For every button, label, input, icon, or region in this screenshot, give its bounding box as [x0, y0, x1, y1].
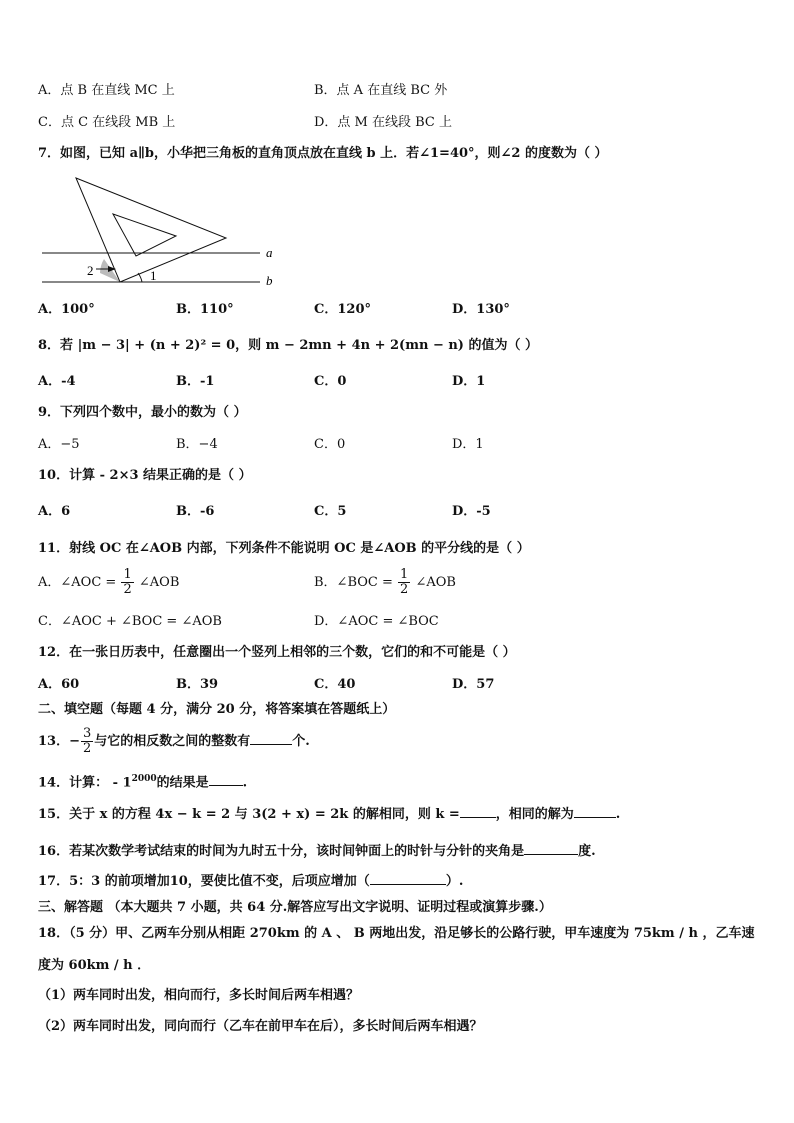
q11-option-a-rhs: ∠AOB: [138, 575, 180, 590]
q6-option-b: B．点 A 在直线 BC 外: [314, 83, 448, 98]
q7-option-c: C．120°: [314, 302, 371, 317]
q6-option-a: A．点 B 在直线 MC 上: [38, 83, 175, 98]
q8-option-b: B．-1: [176, 374, 215, 389]
q7-option-a: A．100°: [38, 302, 95, 317]
label-angle2: 2: [87, 263, 94, 278]
q11-stem: 11．射线 OC 在∠AOB 内部，下列条件不能说明 OC 是∠AOB 的平分线的是（ ）: [38, 541, 530, 556]
label-a: a: [266, 245, 273, 260]
q10-stem: 10．计算 - 2×3 结果正确的是（ ）: [38, 468, 252, 483]
q15-tail: .: [615, 807, 621, 822]
q17-prefix: 17．5：3 的前项增加10，要使比值不变，后项应增加（: [38, 874, 370, 889]
q16-tail: 度.: [578, 844, 596, 859]
q6-option-c: C．点 C 在线段 MB 上: [38, 115, 176, 130]
q13: [38, 726, 310, 758]
q18-sub1: （1）两车同时出发，相向而行，多长时间后两车相遇？: [38, 988, 360, 1003]
triangle-inner: [113, 214, 176, 256]
q16: [38, 843, 596, 861]
q11-option-d: D．∠AOC = ∠BOC: [314, 614, 439, 629]
q16-prefix: 16．若某次数学考试结束的时间为九时五十分，该时间钟面上的时针与分针的夹角是: [38, 844, 525, 859]
q11-option-b-lhs: B．∠BOC =: [314, 575, 393, 590]
q10-option-c: C．5: [314, 504, 347, 519]
q8-stem: 8．若 |m − 3| + (n + 2)² = 0，则 m − 2mn + 4n + 2(mn − n) 的值为（ ）: [38, 338, 539, 353]
q6-option-d: D．点 M 在线段 BC 上: [314, 115, 453, 130]
q14-text: 的结果是: [156, 775, 209, 791]
q12-stem: 12．在一张日历表中，任意圈出一个竖列上相邻的三个数，它们的和不可能是（ ）: [38, 645, 516, 660]
q10-option-b: B．-6: [176, 504, 215, 519]
section-2-heading: 二、填空题（每题 4 分，满分 20 分，将答案填在答题纸上）: [38, 702, 396, 717]
q14: [38, 770, 247, 792]
q14-tail: .: [242, 775, 248, 791]
section-3-heading: 三、解答题 （本大题共 7 小题，共 64 分.解答应写出文字说明、证明过程或演算步骤.）: [38, 900, 552, 915]
q18-line2: 度为 60km / h ．: [38, 958, 151, 973]
fraction-three-halves: $\frac{3}{2}$: [82, 726, 92, 756]
triangle-outer: [76, 178, 226, 282]
q15-k-blank[interactable]: [460, 817, 496, 818]
q14-prefix: 14．计算： - 1: [38, 775, 132, 791]
q11-option-c: C．∠AOC + ∠BOC = ∠AOB: [38, 614, 222, 629]
q7-stem: 7．如图，已知 a∥b，小华把三角板的直角顶点放在直线 b 上．若∠1=40°，则∠2 的度数为（ ）: [38, 146, 608, 161]
q12-option-c: C．40: [314, 677, 356, 692]
q12-option-d: D．57: [452, 677, 495, 692]
q8-option-a: A．-4: [38, 374, 76, 389]
q11-option-b-rhs: ∠AOB: [415, 575, 456, 590]
angle1-arc: [138, 273, 142, 282]
q12-option-b: B．39: [176, 677, 219, 692]
q9-option-a: A．−5: [38, 437, 80, 452]
q11-option-b: [314, 567, 456, 599]
q9-option-d: D．1: [452, 437, 484, 452]
q11-option-a-lhs: A．∠AOC =: [38, 575, 117, 590]
q15-prefix: 15．关于 x 的方程 4x − k = 2 与 3(2 + x) = 2k 的解相同，则 k =: [38, 807, 460, 822]
q13-answer-blank[interactable]: [250, 744, 292, 745]
q17-tail: ）.: [445, 874, 464, 889]
q14-answer-blank[interactable]: [209, 785, 243, 786]
q17: [38, 873, 463, 891]
q14-exponent: 2000: [131, 774, 157, 784]
label-angle1: 1: [150, 268, 157, 283]
fraction-one-half: $\frac{1}{2}$: [400, 567, 409, 597]
q17-answer-blank[interactable]: [370, 884, 446, 885]
q18-sub2: （2）两车同时出发，同向而行（乙车在前甲车在后），多长时间后两车相遇？: [38, 1019, 483, 1034]
q15-solution-blank[interactable]: [574, 817, 616, 818]
q13-text: 与它的相反数之间的整数有: [94, 734, 251, 749]
q12-option-a: A．60: [38, 677, 80, 692]
q11-option-a: [38, 567, 179, 599]
q9-option-b: B．−4: [176, 437, 218, 452]
q16-answer-blank[interactable]: [524, 854, 578, 855]
q10-option-a: A．6: [38, 504, 71, 519]
q13-tail: 个.: [292, 734, 310, 749]
q15-mid: ，相同的解为: [495, 807, 574, 822]
q7-option-d: D．130°: [452, 302, 510, 317]
q9-stem: 9．下列四个数中，最小的数为（ ）: [38, 405, 247, 420]
q8-option-d: D．1: [452, 374, 486, 389]
label-b: b: [266, 273, 273, 288]
q15: [38, 806, 620, 824]
q7-option-b: B．110°: [176, 302, 234, 317]
q8-option-c: C．0: [314, 374, 347, 389]
q7-figure: [38, 172, 288, 290]
q10-option-d: D．-5: [452, 504, 491, 519]
q13-prefix: 13．−: [38, 734, 80, 749]
fraction-one-half: $\frac{1}{2}$: [123, 567, 132, 597]
q18-line1: 18．（5 分）甲、乙两车分别从相距 270km 的 A 、 B 两地出发，沿足够长的公路行驶，甲车速度为 75km / h ，乙车速: [38, 926, 755, 941]
q9-option-c: C．0: [314, 437, 346, 452]
